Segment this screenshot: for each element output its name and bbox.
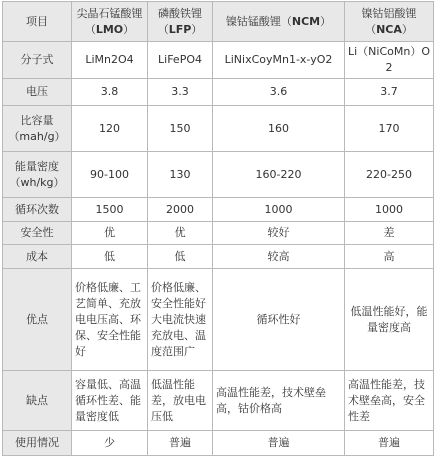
table-cell: 容量低、高温循环性差、能量密度低	[72, 371, 148, 431]
row-label: 分子式	[3, 42, 72, 79]
row-label: 循环次数	[3, 198, 72, 222]
table-cell: 120	[72, 106, 148, 152]
table-cell: LiMn2O4	[72, 42, 148, 79]
table-row	[3, 106, 434, 152]
table-cell: 普遍	[213, 431, 345, 456]
table-cell: 普遍	[345, 431, 434, 456]
table-cell: 3.7	[345, 79, 434, 106]
table-cell: 较好	[213, 222, 345, 245]
header-row	[3, 2, 434, 42]
header-nca-close: ）	[401, 22, 413, 36]
table-cell: 价格低廉、工艺简单、充放电电压高、环保、安全性能好	[72, 269, 148, 371]
table-cell: 普遍	[148, 431, 213, 456]
table-cell: 优	[72, 222, 148, 245]
table-cell: 1000	[345, 198, 434, 222]
table-cell: 1000	[213, 198, 345, 222]
row-label: 成本	[3, 245, 72, 269]
header-lfp-close: ）	[191, 22, 203, 36]
table-cell: 少	[72, 431, 148, 456]
header-lmo-abbr: LMO	[95, 22, 124, 36]
header-ncm-close: ）	[320, 14, 332, 28]
table-row	[3, 431, 434, 456]
table-cell: 价格低廉、安全性能好大电流快速充放电、温度范围广	[148, 269, 213, 371]
row-label: 电压	[3, 79, 72, 106]
header-ncm-name: 镍钴锰酸锂	[225, 14, 281, 28]
table-cell: 低	[72, 245, 148, 269]
header-lfp-name: 磷酸铁锂	[158, 6, 202, 20]
row-label: 优点	[3, 269, 72, 371]
table-cell: 较高	[213, 245, 345, 269]
table-row	[3, 245, 434, 269]
table-cell: 3.3	[148, 79, 213, 106]
header-ncm-abbr: NCM	[291, 14, 321, 28]
table-cell: LiFePO4	[148, 42, 213, 79]
table-row	[3, 152, 434, 198]
row-label: 安全性	[3, 222, 72, 245]
header-ncm-open: （	[280, 14, 292, 28]
header-nca-open: （	[365, 22, 377, 36]
row-label: 缺点	[3, 371, 72, 431]
table-row	[3, 222, 434, 245]
table-row	[3, 198, 434, 222]
row-label-line2: （wh/kg）	[9, 175, 65, 189]
header-lfp-abbr: LFP	[168, 22, 192, 36]
row-label: 使用情况	[3, 431, 72, 456]
table-cell: 低温性能好，能量密度高	[345, 269, 434, 371]
table-cell: 220-250	[345, 152, 434, 198]
table-cell: 差	[345, 222, 434, 245]
table-cell: 160	[213, 106, 345, 152]
header-nca	[345, 2, 434, 42]
table-cell: 高温性能差，技术壁垒高，安全性差	[345, 371, 434, 431]
table-cell: 优	[148, 222, 213, 245]
header-ncm	[213, 2, 345, 42]
table-row	[3, 79, 434, 106]
header-lmo-open: （	[84, 22, 96, 36]
header-lfp	[148, 2, 213, 42]
table-cell: 3.6	[213, 79, 345, 106]
header-lmo-close: ）	[123, 22, 135, 36]
table-cell: 90-100	[72, 152, 148, 198]
table-cell: 高	[345, 245, 434, 269]
table-cell: 3.8	[72, 79, 148, 106]
table-cell: 160-220	[213, 152, 345, 198]
row-label	[3, 152, 72, 198]
row-label-line2: （mah/g）	[8, 129, 66, 143]
table-cell: 高温性能差，技术壁垒高，钴价格高	[213, 371, 345, 431]
table-cell: Li（NiCoMn）O2	[345, 42, 434, 79]
table-row	[3, 42, 434, 79]
table-cell: LiNixCoyMn1-x-yO2	[213, 42, 345, 79]
header-nca-name: 镍钴铝酸锂	[361, 6, 417, 20]
header-item: 项目	[3, 2, 72, 42]
header-lmo-name: 尖晶石锰酸锂	[76, 6, 143, 20]
row-label-line1: 比容量	[20, 113, 54, 127]
header-lfp-open: （	[157, 22, 169, 36]
row-label-line1: 能量密度	[15, 159, 59, 173]
header-nca-abbr: NCA	[376, 22, 402, 36]
header-lmo	[72, 2, 148, 42]
table-row	[3, 269, 434, 371]
table-cell: 170	[345, 106, 434, 152]
table-cell: 2000	[148, 198, 213, 222]
table-cell: 低温性能差，放电电压低	[148, 371, 213, 431]
cathode-comparison-table	[2, 1, 434, 456]
table-cell: 150	[148, 106, 213, 152]
table-cell: 130	[148, 152, 213, 198]
table-row	[3, 371, 434, 431]
row-label	[3, 106, 72, 152]
table-cell: 循环性好	[213, 269, 345, 371]
table-cell: 低	[148, 245, 213, 269]
table-cell: 1500	[72, 198, 148, 222]
